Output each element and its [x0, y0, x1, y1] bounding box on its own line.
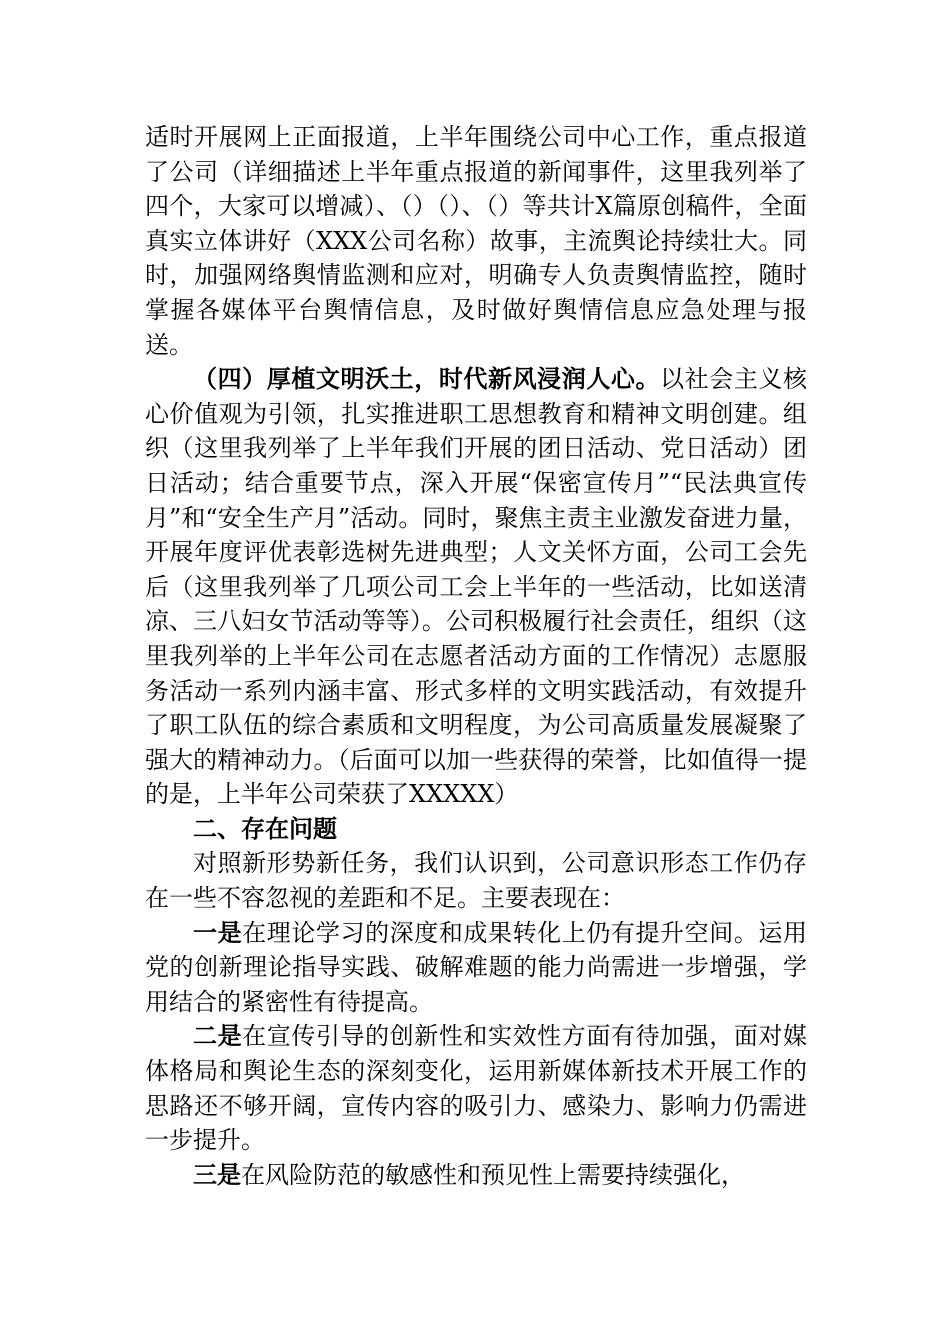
- paragraph-online-reporting: [145, 120, 807, 362]
- paragraph-problems-intro: [145, 846, 807, 915]
- paragraph-text: 对照新形势新任务，我们认识到，公司意识形态工作仍存在一些不容忽视的差距和不足。主要表现在：: [145, 849, 807, 913]
- problem-lead-three: 三是: [193, 1159, 241, 1189]
- paragraph-text: 在风险防范的敏感性和预见性上需要持续强化，: [241, 1160, 745, 1189]
- paragraph-problem-two: [145, 1019, 807, 1157]
- paragraph-problem-one: [145, 916, 807, 1020]
- problem-lead-two: 二是: [193, 1021, 243, 1051]
- paragraph-civilization: [145, 362, 807, 812]
- paragraph-text: 在理论学习的深度和成果转化上仍有提升空间。运用党的创新理论指导实践、破解难题的能力尚需进一步增强，学用结合的紧密性有待提高。: [145, 918, 808, 1016]
- section-lead-four: （四）厚植文明沃土，时代新风浸润人心。: [193, 364, 661, 394]
- paragraph-problem-three: [145, 1158, 807, 1193]
- paragraph-text: 在宣传引导的创新性和实效性方面有待加强，面对媒体格局和舆论生态的深刻变化，运用新媒体新技术开展工作的思路还不够开阔，宣传内容的吸引力、感染力、影响力仍需进一步提升。: [145, 1022, 808, 1155]
- document-page: [145, 120, 807, 1192]
- section-heading-problems: 二、存在问题: [193, 814, 337, 843]
- paragraph-text: 适时开展网上正面报道，上半年围绕公司中心工作，重点报道了公司（详细描述上半年重点报道的新闻事件，这里我列举了四个，大家可以增减）、（）（）、（）等共计X篇原创稿件，全面真实立体讲好（XXX公司名称）故事，主流舆论持续壮大。同时，加强网络舆情监测和应对，明确专人负责舆情监控，随时掌握各媒体平台舆情信息，及时做好舆情信息应急处理与报送。: [145, 123, 807, 359]
- paragraph-text: 以社会主义核心价值观为引领，扎实推进职工思想教育和精神文明创建。组织（这里我列举了上半年我们开展的团日活动、党日活动）团日活动；结合重要节点，深入开展“保密宣传月”“民法典宣传月”和“安全生产月”活动。同时，聚焦主责主业激发奋进力量，开展年度评优表彰选树先进典型；人文关怀方面，公司工会先后（这里我列举了几项公司工会上半年的一些活动，比如送清凉、三八妇女节活动等等）。公司积极履行社会责任，组织（这里我列举的上半年公司在志愿者活动方面的工作情况）志愿服务活动一系列内涵丰富、形式多样的文明实践活动，有效提升了职工队伍的综合素质和文明程度，为公司高质量发展凝聚了强大的精神动力。（后面可以加一些获得的荣誉，比如值得一提的是，上半年公司荣获了XXXXX）: [145, 365, 808, 809]
- problem-lead-one: 一是: [193, 917, 243, 947]
